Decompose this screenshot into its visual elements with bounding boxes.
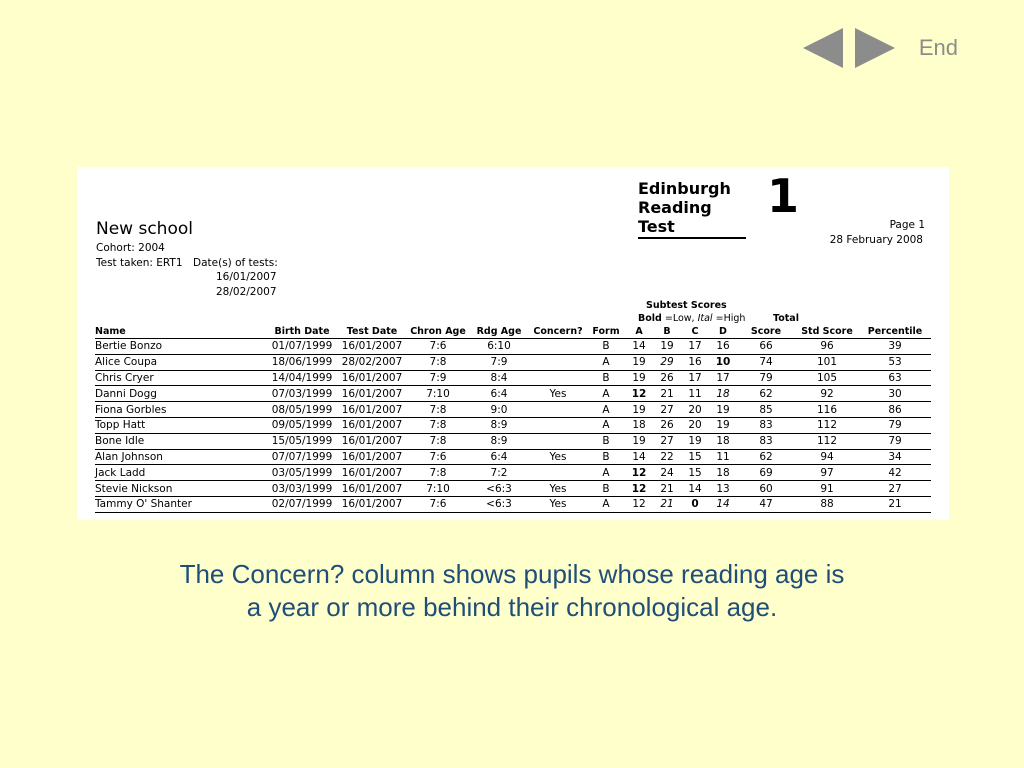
col-header: Chron Age: [410, 326, 466, 337]
test-taken-label: Test taken: ERT1: [96, 257, 183, 269]
cell-a: 19: [625, 433, 653, 449]
cell-std: 112: [795, 417, 859, 433]
cell-a: 19: [625, 370, 653, 386]
col-header: Concern?: [533, 326, 583, 337]
legend-bold: Bold: [638, 313, 662, 324]
cell-pct: 34: [859, 449, 931, 465]
cell-std: 94: [795, 449, 859, 465]
col-header: B: [663, 326, 671, 337]
cell-concern: [529, 339, 587, 355]
cell-pct: 79: [859, 433, 931, 449]
cell-birth: 07/07/1999: [267, 449, 337, 465]
cell-d-low: 10: [709, 354, 737, 370]
subtest-scores-header: Subtest Scores: [646, 300, 727, 311]
cell-std: 91: [795, 481, 859, 497]
cell-std: 88: [795, 496, 859, 512]
cell-a: 14: [625, 339, 653, 355]
cell-d: 11: [709, 449, 737, 465]
cell-chron: 7:8: [407, 402, 469, 418]
cell-concern: Yes: [529, 481, 587, 497]
cell-name: Jack Ladd: [95, 465, 267, 481]
cell-test: 16/01/2007: [337, 496, 407, 512]
cell-birth: 14/04/1999: [267, 370, 337, 386]
legend-ital-desc: =High: [715, 313, 746, 324]
table-row: [95, 370, 931, 386]
cell-d: 18: [709, 433, 737, 449]
cell-pct: 39: [859, 339, 931, 355]
edinburgh-reading-test-logo: [638, 179, 746, 239]
table-row: [95, 402, 931, 418]
cell-chron: 7:8: [407, 465, 469, 481]
cell-concern: [529, 370, 587, 386]
cell-birth: 18/06/1999: [267, 354, 337, 370]
cell-concern: Yes: [529, 449, 587, 465]
cell-concern: [529, 354, 587, 370]
table-row: [95, 417, 931, 433]
cell-score: 85: [737, 402, 795, 418]
logo-line-2: Reading: [638, 198, 712, 217]
cell-test: 16/01/2007: [337, 386, 407, 402]
cell-form: B: [587, 449, 625, 465]
cell-c-low: 0: [681, 496, 709, 512]
col-header: Percentile: [867, 326, 923, 337]
cell-pct: 63: [859, 370, 931, 386]
cell-pct: 30: [859, 386, 931, 402]
cell-score: 60: [737, 481, 795, 497]
cell-a: 18: [625, 417, 653, 433]
cell-b: 21: [653, 481, 681, 497]
table-row: [95, 449, 931, 465]
cell-birth: 03/05/1999: [267, 465, 337, 481]
cell-std: 92: [795, 386, 859, 402]
cell-name: Fiona Gorbles: [95, 402, 267, 418]
test-date-2: 28/02/2007: [216, 286, 277, 298]
table-row: [95, 433, 931, 449]
cell-concern: [529, 433, 587, 449]
cell-test: 16/01/2007: [337, 339, 407, 355]
report-image: [77, 167, 949, 520]
cell-rdg: 8:4: [469, 370, 529, 386]
cell-name: Chris Cryer: [95, 370, 267, 386]
cell-d: 17: [709, 370, 737, 386]
cell-rdg: <6:3: [469, 496, 529, 512]
cell-concern: [529, 417, 587, 433]
cell-a: 14: [625, 449, 653, 465]
cell-b: 19: [653, 339, 681, 355]
cell-name: Alan Johnson: [95, 449, 267, 465]
col-header: Form: [592, 326, 620, 337]
cell-a: 19: [625, 354, 653, 370]
table-row: [95, 481, 931, 497]
cell-c: 20: [681, 417, 709, 433]
cell-rdg: 8:9: [469, 433, 529, 449]
cell-rdg: 9:0: [469, 402, 529, 418]
caption-line-1: The Concern? column shows pupils whose reading age is: [179, 559, 845, 589]
col-header: Birth Date: [274, 326, 330, 337]
cohort-label: Cohort: 2004: [96, 242, 165, 254]
logo-number: 1: [767, 169, 800, 223]
cell-concern: Yes: [529, 386, 587, 402]
table-row: [95, 465, 931, 481]
cell-chron: 7:8: [407, 417, 469, 433]
cell-test: 16/01/2007: [337, 370, 407, 386]
cell-pct: 79: [859, 417, 931, 433]
cell-test: 16/01/2007: [337, 465, 407, 481]
cell-a: 12: [625, 496, 653, 512]
cell-rdg: 7:9: [469, 354, 529, 370]
cell-pct: 21: [859, 496, 931, 512]
table-row: [95, 339, 931, 355]
cell-name: Stevie Nickson: [95, 481, 267, 497]
cell-d-high: 14: [709, 496, 737, 512]
cell-b: 24: [653, 465, 681, 481]
cell-birth: 02/07/1999: [267, 496, 337, 512]
cell-form: A: [587, 496, 625, 512]
report-date: 28 February 2008: [829, 234, 923, 246]
cell-rdg: 7:2: [469, 465, 529, 481]
col-header: C: [691, 326, 699, 337]
cell-test: 16/01/2007: [337, 417, 407, 433]
cell-c: 16: [681, 354, 709, 370]
cell-pct: 53: [859, 354, 931, 370]
cell-form: A: [587, 465, 625, 481]
cell-d: 16: [709, 339, 737, 355]
cell-c: 15: [681, 449, 709, 465]
cell-b: 21: [653, 386, 681, 402]
cell-name: Danni Dogg: [95, 386, 267, 402]
scores-table: [95, 325, 931, 513]
cell-form: A: [587, 402, 625, 418]
table-row: [95, 386, 931, 402]
cell-name: Tammy O' Shanter: [95, 496, 267, 512]
cell-score: 62: [737, 386, 795, 402]
col-header: Name: [95, 326, 126, 337]
cell-chron: 7:8: [407, 433, 469, 449]
cell-chron: 7:8: [407, 354, 469, 370]
cell-b: 26: [653, 417, 681, 433]
cell-rdg: 8:9: [469, 417, 529, 433]
cell-chron: 7:10: [407, 481, 469, 497]
cell-name: Bone Idle: [95, 433, 267, 449]
cell-concern: Yes: [529, 496, 587, 512]
cell-c: 19: [681, 433, 709, 449]
cell-pct: 42: [859, 465, 931, 481]
table-header-row: [95, 325, 931, 339]
total-header: Total: [773, 313, 799, 324]
cell-c: 20: [681, 402, 709, 418]
dates-header: Date(s) of tests:: [193, 257, 278, 269]
cell-chron: 7:9: [407, 370, 469, 386]
legend-bold-desc: =Low,: [664, 313, 695, 324]
cell-name: Alice Coupa: [95, 354, 267, 370]
cell-b: 27: [653, 402, 681, 418]
cell-std: 101: [795, 354, 859, 370]
cell-score: 62: [737, 449, 795, 465]
previous-arrow-icon[interactable]: [801, 26, 845, 70]
cell-d: 19: [709, 402, 737, 418]
cell-c: 14: [681, 481, 709, 497]
table-row: [95, 354, 931, 370]
cell-test: 16/01/2007: [337, 433, 407, 449]
cell-chron: 7:10: [407, 386, 469, 402]
col-header: Rdg Age: [476, 326, 522, 337]
cell-form: B: [587, 339, 625, 355]
cell-c: 11: [681, 386, 709, 402]
cell-birth: 07/03/1999: [267, 386, 337, 402]
cell-a-low: 12: [625, 386, 653, 402]
cell-name: Topp Hatt: [95, 417, 267, 433]
col-header: Std Score: [801, 326, 853, 337]
cell-c: 15: [681, 465, 709, 481]
cell-d-high: 18: [709, 386, 737, 402]
cell-std: 97: [795, 465, 859, 481]
cell-birth: 15/05/1999: [267, 433, 337, 449]
cell-score: 74: [737, 354, 795, 370]
cell-birth: 08/05/1999: [267, 402, 337, 418]
slide-caption: [60, 558, 964, 624]
cell-test: 16/01/2007: [337, 402, 407, 418]
score-legend: [638, 313, 745, 324]
cell-birth: 03/03/1999: [267, 481, 337, 497]
col-header: Test Date: [346, 326, 398, 337]
next-arrow-icon[interactable]: [853, 26, 897, 70]
cell-d: 13: [709, 481, 737, 497]
cell-b-high: 29: [653, 354, 681, 370]
cell-test: 16/01/2007: [337, 481, 407, 497]
cell-score: 69: [737, 465, 795, 481]
cell-score: 79: [737, 370, 795, 386]
cell-chron: 7:6: [407, 339, 469, 355]
end-link[interactable]: End: [918, 35, 958, 60]
cell-rdg: 6:4: [469, 449, 529, 465]
cell-std: 116: [795, 402, 859, 418]
cell-a-low: 12: [625, 481, 653, 497]
cell-test: 16/01/2007: [337, 449, 407, 465]
cell-birth: 01/07/1999: [267, 339, 337, 355]
cell-concern: [529, 465, 587, 481]
cell-score: 83: [737, 417, 795, 433]
cell-form: A: [587, 417, 625, 433]
legend-ital: Ital: [697, 313, 713, 324]
cell-score: 47: [737, 496, 795, 512]
logo-underline: [638, 237, 746, 239]
cell-d: 19: [709, 417, 737, 433]
cell-std: 105: [795, 370, 859, 386]
caption-line-2: a year or more behind their chronological age.: [246, 592, 778, 622]
cell-rdg: <6:3: [469, 481, 529, 497]
cell-b: 27: [653, 433, 681, 449]
cell-score: 83: [737, 433, 795, 449]
test-date-1: 16/01/2007: [216, 271, 277, 283]
cell-a: 19: [625, 402, 653, 418]
cell-score: 66: [737, 339, 795, 355]
table-row: [95, 496, 931, 512]
cell-birth: 09/05/1999: [267, 417, 337, 433]
cell-std: 96: [795, 339, 859, 355]
school-name: New school: [96, 219, 193, 239]
cell-test: 28/02/2007: [337, 354, 407, 370]
cell-b-high: 21: [653, 496, 681, 512]
cell-c: 17: [681, 339, 709, 355]
cell-chron: 7:6: [407, 449, 469, 465]
cell-rdg: 6:10: [469, 339, 529, 355]
logo-line-1: Edinburgh: [638, 179, 731, 198]
cell-pct: 86: [859, 402, 931, 418]
cell-form: B: [587, 370, 625, 386]
cell-d: 18: [709, 465, 737, 481]
cell-pct: 27: [859, 481, 931, 497]
col-header: A: [635, 326, 643, 337]
cell-chron: 7:6: [407, 496, 469, 512]
cell-rdg: 6:4: [469, 386, 529, 402]
page-number: Page 1: [889, 219, 925, 231]
slide-navigation: [801, 26, 958, 70]
cell-form: A: [587, 386, 625, 402]
col-header: Score: [750, 326, 782, 337]
cell-form: B: [587, 433, 625, 449]
cell-name: Bertie Bonzo: [95, 339, 267, 355]
cell-form: B: [587, 481, 625, 497]
cell-concern: [529, 402, 587, 418]
cell-a-low: 12: [625, 465, 653, 481]
cell-c: 17: [681, 370, 709, 386]
cell-std: 112: [795, 433, 859, 449]
logo-line-3: Test: [638, 217, 675, 236]
cell-b: 26: [653, 370, 681, 386]
cell-b: 22: [653, 449, 681, 465]
cell-form: A: [587, 354, 625, 370]
col-header: D: [719, 326, 727, 337]
